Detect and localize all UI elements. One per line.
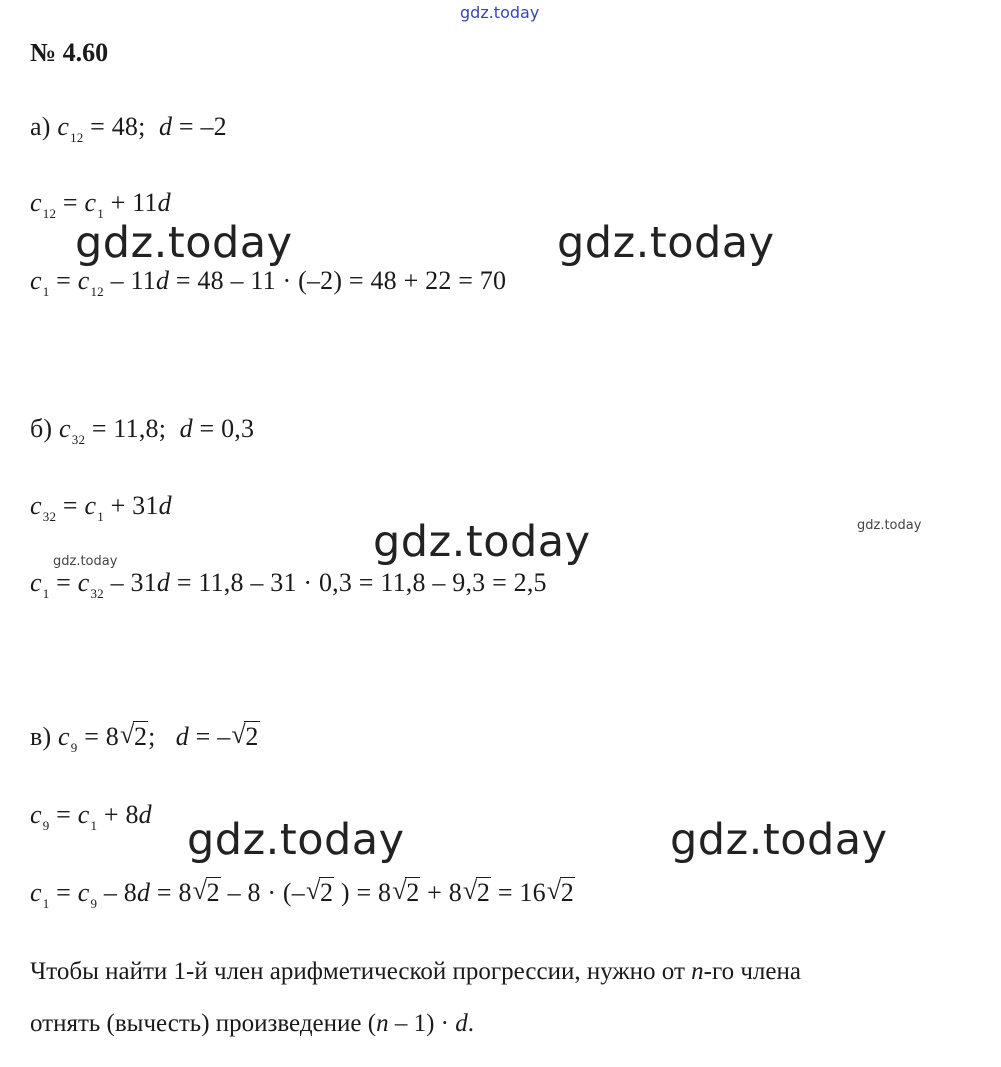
part-a-term-value: = 48; <box>90 112 146 141</box>
watermark-top: gdz.today <box>460 3 540 22</box>
part-c-solution-sqrt-3-arg: 2 <box>406 878 420 907</box>
part-a-solution-eq: = <box>56 266 72 295</box>
part-b-formula-lhs-index: 32 <box>42 509 57 524</box>
part-a-solution-rest: = 48 – 11 · (–2) = 48 + 22 = 70 <box>175 266 507 295</box>
part-a-solution-d: d <box>155 266 170 295</box>
part-c-term-index: 9 <box>70 740 78 755</box>
note-line-1-n: n <box>691 958 704 985</box>
watermark-a-right: gdz.today <box>557 218 775 268</box>
part-c-term-eq: = 8 <box>84 722 119 751</box>
part-a-given <box>30 112 227 145</box>
part-c-solution-sqrt-5-arg: 2 <box>560 878 574 907</box>
part-c-given <box>30 720 260 755</box>
part-a-solution-c12: c <box>77 266 90 295</box>
problem-number: № 4.60 <box>30 38 109 67</box>
part-b-solution-d: d <box>156 568 171 597</box>
part-b-term-index: 32 <box>71 432 86 447</box>
part-c-solution-sqrt-3: √ 2 <box>392 876 420 907</box>
part-a-term-index: 12 <box>70 130 84 145</box>
part-b-d-value: = 0,3 <box>199 414 255 443</box>
part-b-solution-c32-index: 32 <box>90 586 104 601</box>
part-c-solution-eq: = <box>56 878 72 907</box>
note-line-2-d: d <box>455 1010 468 1037</box>
note-line-2 <box>30 1010 474 1038</box>
part-c-solution-t3: ) = 8 <box>340 878 392 907</box>
part-b-solution-rest: = 11,8 – 31 · 0,3 = 11,8 – 9,3 = 2,5 <box>176 568 547 597</box>
part-a-formula-c1: c <box>84 188 97 217</box>
part-c-solution-sqrt-2-arg: 2 <box>320 878 334 907</box>
part-b-solution-c32: c <box>77 568 90 597</box>
part-a-label: а) <box>30 112 51 141</box>
part-c-term: c <box>58 722 70 751</box>
part-c-formula-lhs: c <box>30 800 42 829</box>
part-a-formula <box>30 188 171 221</box>
part-c-formula-eq: = <box>56 800 72 829</box>
part-c-solution-lhs-index: 1 <box>42 896 50 911</box>
part-c-solution-d: d <box>137 878 151 907</box>
part-c-solution-sqrt-1: √ 2 <box>192 876 220 907</box>
part-a-formula-lhs: c <box>30 188 42 217</box>
part-b-term-value: = 11,8; <box>91 414 167 443</box>
part-b-given <box>30 414 255 447</box>
part-c-solution-c9: c <box>77 878 90 907</box>
part-c-d-eq: = – <box>195 722 231 751</box>
part-b-label: б) <box>30 414 53 443</box>
part-c-solution-t1: = 8 <box>156 878 192 907</box>
part-c-solution-sqrt-2: √ 2 <box>306 876 334 907</box>
part-b-formula-lhs: c <box>30 491 42 520</box>
part-c-solution-c9-index: 9 <box>90 896 98 911</box>
part-a-formula-rest: + 11 <box>110 188 158 217</box>
part-c-solution <box>30 876 575 911</box>
note-line-2-n: n <box>376 1010 389 1037</box>
part-a-solution-lhs-index: 1 <box>42 284 50 299</box>
part-b-formula-eq: = <box>62 491 78 520</box>
part-c-solution-minus: – 8 <box>103 878 137 907</box>
note-line-2-end: . <box>467 1010 474 1037</box>
part-a-term: c <box>57 112 70 141</box>
part-b-solution <box>30 568 547 601</box>
part-c-formula-lhs-index: 9 <box>42 818 50 833</box>
part-c-formula <box>30 800 152 833</box>
note-line-2-part-1: отнять (вычесть) произведение ( <box>30 1010 377 1037</box>
part-c-solution-sqrt-5: √ 2 <box>546 876 574 907</box>
part-c-formula-c1: c <box>77 800 90 829</box>
part-c-term-sqrt-arg: 2 <box>133 722 148 751</box>
part-b-formula-c1-index: 1 <box>97 509 104 524</box>
part-a-solution-minus: – 11 <box>110 266 156 295</box>
part-a-formula-c1-index: 1 <box>97 206 104 221</box>
part-c-formula-c1-index: 1 <box>90 818 98 833</box>
part-c-solution-sqrt-1-arg: 2 <box>206 878 220 907</box>
part-b-solution-lhs-index: 1 <box>42 586 50 601</box>
watermark-b-small-right: gdz.today <box>857 518 922 533</box>
part-a-formula-d: d <box>157 188 171 217</box>
part-b-solution-lhs: c <box>30 568 42 597</box>
part-a-d-symbol: d <box>158 112 173 141</box>
part-b-term: c <box>59 414 71 443</box>
watermark-c-right: gdz.today <box>670 815 888 865</box>
part-a-formula-lhs-index: 12 <box>42 206 57 221</box>
note-line-1-part-2: -го члена <box>703 958 801 985</box>
part-a-formula-eq: = <box>62 188 78 217</box>
part-c-formula-rest: + 8 <box>103 800 139 829</box>
part-a-solution-c12-index: 12 <box>90 284 104 299</box>
watermark-c-left: gdz.today <box>187 815 405 865</box>
part-b-formula-c1: c <box>84 491 97 520</box>
part-c-d-sqrt-arg: 2 <box>245 722 259 751</box>
part-c-semicolon: ; <box>148 722 156 751</box>
note-line-2-part-2: – 1) · <box>388 1010 456 1037</box>
part-c-d-sqrt: √ 2 <box>231 720 259 751</box>
watermark-a-left: gdz.today <box>75 218 293 268</box>
part-b-formula-d: d <box>158 491 172 520</box>
part-c-solution-t2: – 8 · (– <box>227 878 305 907</box>
part-b-formula <box>30 491 172 524</box>
part-c-solution-t4: + 8 <box>427 878 462 907</box>
part-c-d-symbol: d <box>175 722 189 751</box>
part-a-d-value: = –2 <box>178 112 227 141</box>
part-a-solution-lhs: c <box>30 266 42 295</box>
part-c-solution-t5: = 16 <box>497 878 546 907</box>
part-c-solution-sqrt-4: √ 2 <box>462 876 491 907</box>
part-b-d-symbol: d <box>179 414 193 443</box>
part-b-formula-rest: + 31 <box>110 491 159 520</box>
part-c-formula-d: d <box>138 800 152 829</box>
watermark-b-center: gdz.today <box>373 517 591 567</box>
part-c-solution-lhs: c <box>30 878 42 907</box>
note-line-1-part-1: Чтобы найти 1-й член арифметической прогрессии, нужно от <box>30 958 692 985</box>
part-b-solution-minus: – 31 <box>110 568 157 597</box>
watermark-b-small-left: gdz.today <box>53 554 118 569</box>
note-line-1 <box>30 958 801 986</box>
part-c-label: в) <box>30 722 52 751</box>
part-c-solution-sqrt-4-arg: 2 <box>476 878 491 907</box>
part-c-term-sqrt: √ 2 <box>119 720 148 751</box>
part-a-solution <box>30 266 507 299</box>
part-b-solution-eq: = <box>56 568 72 597</box>
